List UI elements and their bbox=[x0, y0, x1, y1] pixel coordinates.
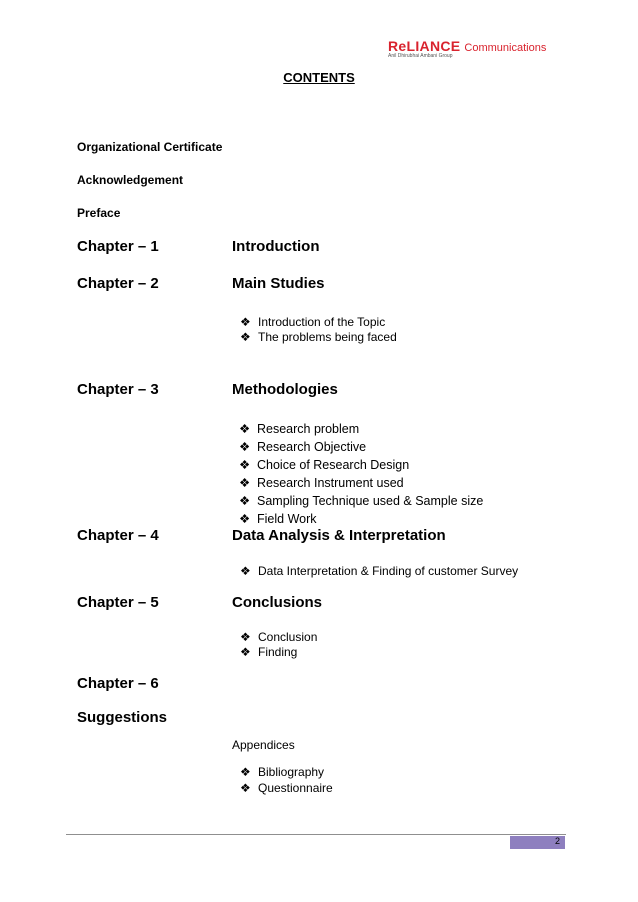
front-matter-item: Acknowledgement bbox=[77, 173, 184, 187]
chapter-name: Main Studies bbox=[232, 275, 325, 292]
diamond-bullet-icon: ❖ bbox=[240, 330, 251, 344]
reliance-logo bbox=[388, 38, 546, 60]
diamond-bullet-icon: ❖ bbox=[239, 476, 251, 490]
chapter-label: Chapter – 6 bbox=[77, 675, 159, 692]
list-item: ❖ Choice of Research Design bbox=[239, 458, 410, 472]
footer-divider bbox=[66, 834, 566, 835]
list-item: ❖ Introduction of the Topic bbox=[240, 315, 386, 329]
diamond-bullet-icon: ❖ bbox=[239, 422, 251, 436]
page-title: CONTENTS bbox=[283, 70, 355, 85]
logo-brand: ReLIANCE bbox=[388, 38, 461, 54]
chapter-label: Chapter – 1 bbox=[77, 238, 159, 255]
chapter-label: Chapter – 4 bbox=[77, 527, 159, 544]
logo-tagline: Anil Dhirubhai Ambani Group bbox=[388, 53, 453, 59]
logo-brand-suffix: Communications bbox=[464, 42, 547, 54]
diamond-bullet-icon: ❖ bbox=[239, 458, 251, 472]
page-number: 2 bbox=[554, 836, 560, 846]
chapter-label: Chapter – 3 bbox=[77, 381, 159, 398]
list-item: ❖ Bibliography bbox=[240, 765, 325, 779]
diamond-bullet-icon: ❖ bbox=[240, 564, 251, 578]
list-item: ❖ Research Instrument used bbox=[239, 476, 404, 490]
list-item: ❖ Research problem bbox=[239, 422, 360, 436]
chapter-name: Methodologies bbox=[232, 381, 338, 398]
diamond-bullet-icon: ❖ bbox=[240, 315, 251, 329]
page-number-box bbox=[510, 836, 565, 849]
chapter-label: Chapter – 2 bbox=[77, 275, 159, 292]
front-matter-item: Organizational Certificate bbox=[77, 140, 223, 154]
front-matter-item: Preface bbox=[77, 206, 121, 220]
list-item: ❖ The problems being faced bbox=[240, 330, 397, 344]
chapter-name: Introduction bbox=[232, 238, 320, 255]
list-item: ❖ Field Work bbox=[239, 512, 317, 526]
list-item: ❖ Sampling Technique used & Sample size bbox=[239, 494, 484, 508]
diamond-bullet-icon: ❖ bbox=[240, 765, 251, 779]
diamond-bullet-icon: ❖ bbox=[239, 440, 251, 454]
diamond-bullet-icon: ❖ bbox=[239, 494, 251, 508]
suggestions-heading: Suggestions bbox=[77, 709, 168, 726]
diamond-bullet-icon: ❖ bbox=[240, 645, 251, 659]
chapter-name: Data Analysis & Interpretation bbox=[232, 527, 446, 544]
diamond-bullet-icon: ❖ bbox=[240, 781, 251, 795]
diamond-bullet-icon: ❖ bbox=[240, 630, 251, 644]
chapter-label: Chapter – 5 bbox=[77, 594, 159, 611]
appendices-label: Appendices bbox=[232, 738, 295, 752]
list-item: ❖ Data Interpretation & Finding of customer Survey bbox=[240, 564, 519, 578]
chapter-name: Conclusions bbox=[232, 594, 323, 611]
diamond-bullet-icon: ❖ bbox=[239, 512, 251, 526]
list-item: ❖ Conclusion bbox=[240, 630, 318, 644]
list-item: ❖ Finding bbox=[240, 645, 298, 659]
list-item: ❖ Research Objective bbox=[239, 440, 367, 454]
list-item: ❖ Questionnaire bbox=[240, 781, 333, 795]
